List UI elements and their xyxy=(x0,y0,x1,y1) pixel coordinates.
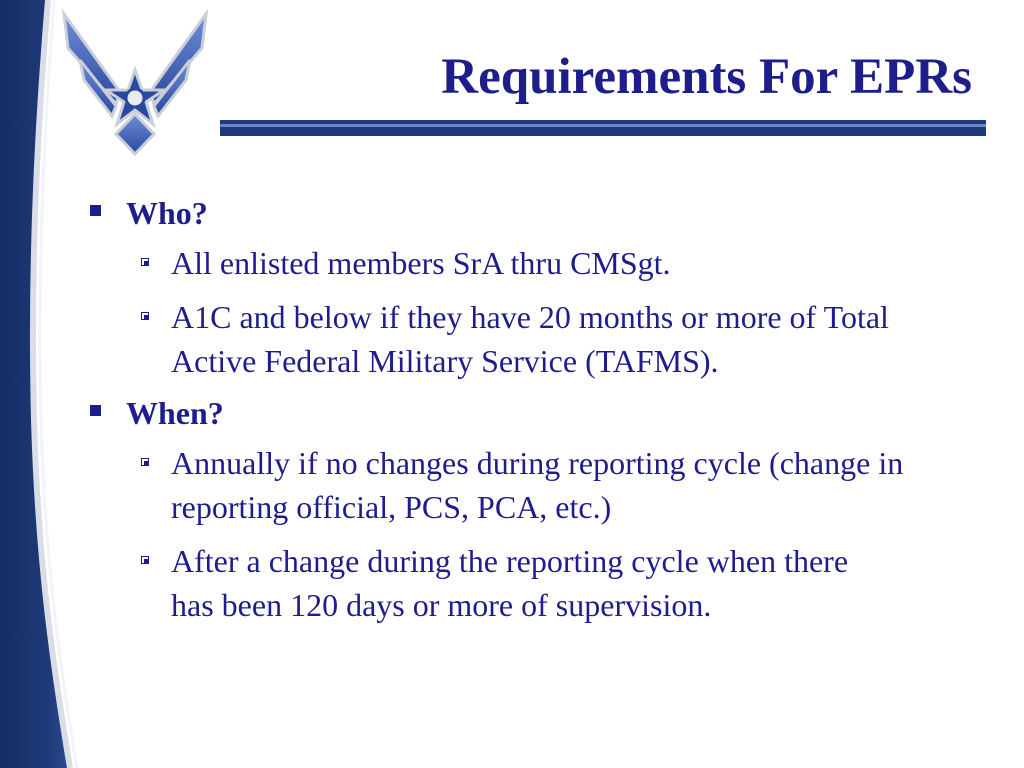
bullet-when-label: When? xyxy=(126,395,224,431)
hollow-square-bullet-icon xyxy=(141,312,149,320)
hollow-square-bullet-icon xyxy=(141,556,149,564)
bullet-who-label: Who? xyxy=(126,195,208,231)
sub-bullet xyxy=(171,441,941,529)
hollow-square-bullet-icon xyxy=(141,458,149,466)
air-force-wings-emblem-icon xyxy=(50,8,220,158)
sub-bullet xyxy=(171,241,946,285)
sub-bullet xyxy=(171,539,871,627)
sub-bullet-text: All enlisted members SrA thru CMSgt. xyxy=(171,245,671,281)
sub-bullet-text: After a change during the reporting cycle when there has been 120 days or more of supervision. xyxy=(171,543,849,623)
sub-bullet-text: A1C and below if they have 20 months or more of Total Active Federal Military Service (TAFMS). xyxy=(171,299,889,379)
title-underline-rule xyxy=(220,118,986,138)
sub-bullet-text: Annually if no changes during reporting cycle (change in reporting official, PCS, PCA, etc.) xyxy=(171,445,904,525)
sub-bullet xyxy=(171,295,931,383)
bullet-when xyxy=(86,393,946,433)
bullet-who xyxy=(86,193,946,233)
slide-content xyxy=(86,193,946,637)
hollow-square-bullet-icon xyxy=(141,258,149,266)
square-bullet-icon xyxy=(90,405,101,416)
square-bullet-icon xyxy=(90,205,101,216)
page-title: Requirements For EPRs xyxy=(441,49,972,105)
